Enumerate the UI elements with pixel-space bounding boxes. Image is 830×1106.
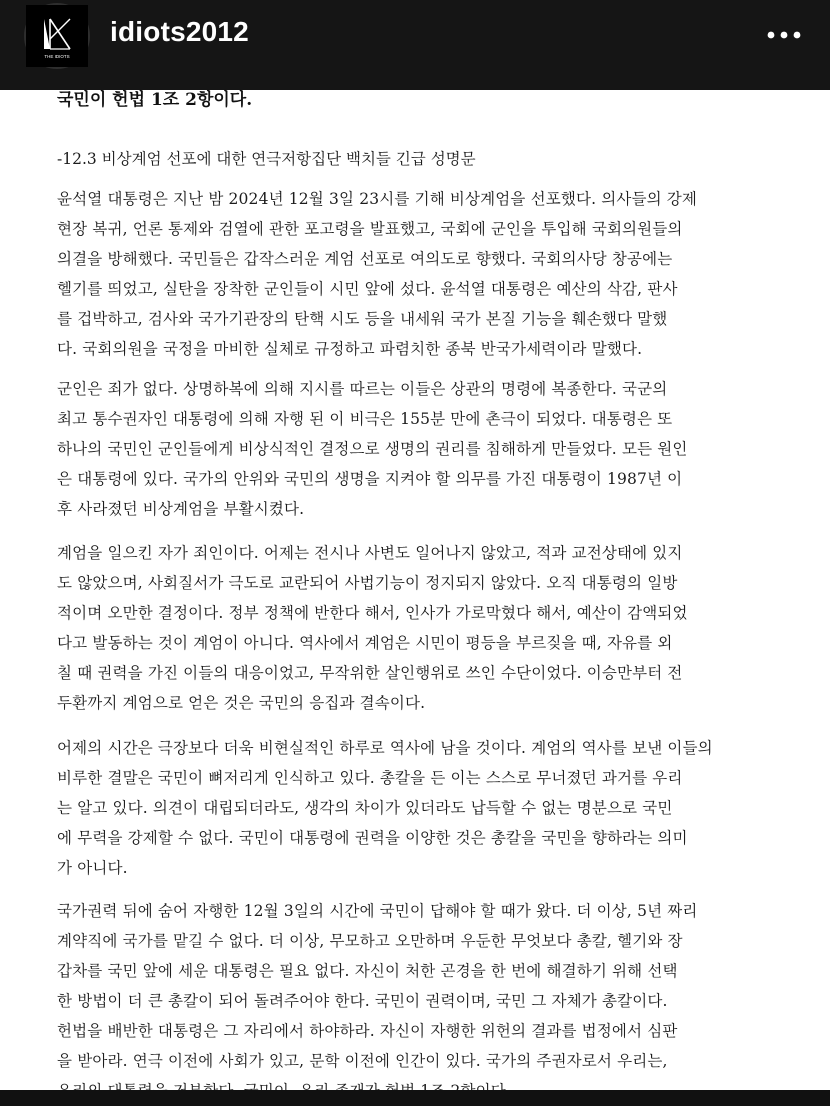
paragraph-line: 두환까지 계엄으로 얻은 것은 국민의 응집과 결속이다. (57, 694, 426, 712)
post-header (0, 0, 830, 90)
paragraph-line: 다고 발동하는 것이 계엄이 아니다. 역사에서 계엄은 시민이 평등을 부르짖을 때, 자유를 외 (57, 634, 673, 652)
paragraph-line: 칠 때 권력을 가진 이들의 대응이었고, 무작위한 살인행위로 쓰인 수단이었다. 이승만부터 전 (57, 664, 683, 682)
paragraph-line: 갑차를 국민 앞에 세운 대통령은 필요 없다. 자신이 처한 곤경을 한 번에 해결하기 위해 선택 (57, 962, 678, 980)
paragraph-line: 가 아니다. (57, 859, 128, 877)
paragraph-line: 현장 복귀, 언론 통제와 검열에 관한 포고령을 발표했고, 국회에 군인을 투입해 국회의원들의 (57, 220, 683, 238)
profile-avatar[interactable] (24, 3, 90, 69)
paragraph-line: 비루한 결말은 국민이 뼈저리게 인식하고 있다. 총칼을 든 이는 스스로 무너졌던 과거를 우리 (57, 769, 683, 787)
paragraph-5 (57, 896, 809, 1106)
paragraph-line: 한 방법이 더 큰 총칼이 되어 돌려주어야 한다. 국민이 권력이며, 국민 그 자체가 총칼이다. (57, 992, 668, 1010)
document-title: 국민이 헌법 1조 2항이다. (57, 90, 253, 110)
paragraph-line: 계약직에 국가를 맡길 수 없다. 더 이상, 무모하고 오만하며 우둔한 무엇보다 총칼, 헬기와 장 (57, 932, 683, 950)
more-horizontal-icon (764, 20, 804, 50)
paragraph-line: 하나의 국민인 군인들에게 비상식적인 결정으로 생명의 권리를 침해하게 만들었다. 모든 원인 (57, 440, 688, 458)
paragraph-line: 국가권력 뒤에 숨어 자행한 12월 3일의 시간에 국민이 답해야 할 때가 왔다. 더 이상, 5년 짜리 (57, 902, 698, 920)
paragraph-line: 최고 통수권자인 대통령에 의해 자행 된 이 비극은 155분 만에 촌극이 되었다. 대통령은 또 (57, 410, 673, 428)
paragraph-line: 계엄을 일으킨 자가 죄인이다. 어제는 전시나 사변도 일어나지 않았고, 적과 교전상태에 있지 (57, 544, 683, 562)
post-image-document (0, 90, 830, 1090)
paragraph-3 (57, 538, 809, 718)
username[interactable]: idiots2012 (110, 16, 249, 47)
document-subtitle: -12.3 비상계엄 선포에 대한 연극저항집단 백치들 긴급 성명문 (57, 150, 476, 168)
paragraph-1 (57, 184, 809, 364)
more-options-button[interactable] (764, 20, 804, 50)
paragraph-line: 도 않았으며, 사회질서가 극도로 교란되어 사법기능이 정지되지 않았다. 오직 대통령의 일방 (57, 574, 678, 592)
avatar-logo-text: THE IDIOTS (44, 54, 70, 59)
paragraph-line: 후 사라졌던 비상계엄을 부활시켰다. (57, 500, 305, 518)
paragraph-line: 적이며 오만한 결정이다. 정부 정책에 반한다 해서, 인사가 가로막혔다 해서, 예산이 감액되었 (57, 604, 688, 622)
paragraph-line: 은 대통령에 있다. 국가의 안위와 국민의 생명을 지켜야 할 의무를 가진 대통령이 1987년 이 (57, 470, 683, 488)
paragraph-line: 윤석열 대통령은 지난 밤 2024년 12월 3일 23시를 기해 비상계엄을 선포했다. 의사들의 강제 (57, 190, 698, 208)
paragraph-line: 는 알고 있다. 의견이 대립되더라도, 생각의 차이가 있더라도 납득할 수 없는 명분으로 국민 (57, 799, 673, 817)
paragraph-line: 헬기를 띄었고, 실탄을 장착한 군인들이 시민 앞에 섰다. 윤석열 대통령은 예산의 삭감, 판사 (57, 280, 678, 298)
paragraph-line: 다. 국회의원을 국정을 마비한 실체로 규정하고 파렴치한 종북 반국가세력이라 말했다. (57, 340, 643, 358)
paragraph-line: 을 받아라. 연극 이전에 사회가 있고, 문학 이전에 인간이 있다. 국가의 주권자로서 우리는, (57, 1052, 668, 1070)
idiots-logo-icon (26, 5, 88, 67)
paragraph-line: 어제의 시간은 극장보다 더욱 비현실적인 하루로 역사에 남을 것이다. 계엄의 역사를 보낸 이들의 (57, 739, 713, 757)
paragraph-line: 의결을 방해했다. 국민들은 갑작스러운 계엄 선포로 여의도로 향했다. 국회의사당 창공에는 (57, 250, 673, 268)
paragraph-2 (57, 374, 809, 524)
paragraph-line: 군인은 죄가 없다. 상명하복에 의해 지시를 따르는 이들은 상관의 명령에 복종한다. 국군의 (57, 380, 668, 398)
paragraph-line: 에 무력을 강제할 수 없다. 국민이 대통령에 권력을 이양한 것은 총칼을 국민을 향하라는 의미 (57, 829, 688, 847)
bottom-bar (0, 1090, 830, 1105)
paragraph-line: 를 겁박하고, 검사와 국가기관장의 탄핵 시도 등을 내세워 국가 본질 기능을 훼손했다 말했 (57, 310, 668, 328)
paragraph-4 (57, 733, 809, 883)
paragraph-line: 헌법을 배반한 대통령은 그 자리에서 하야하라. 자신이 자행한 위헌의 결과를 법정에서 심판 (57, 1022, 678, 1040)
